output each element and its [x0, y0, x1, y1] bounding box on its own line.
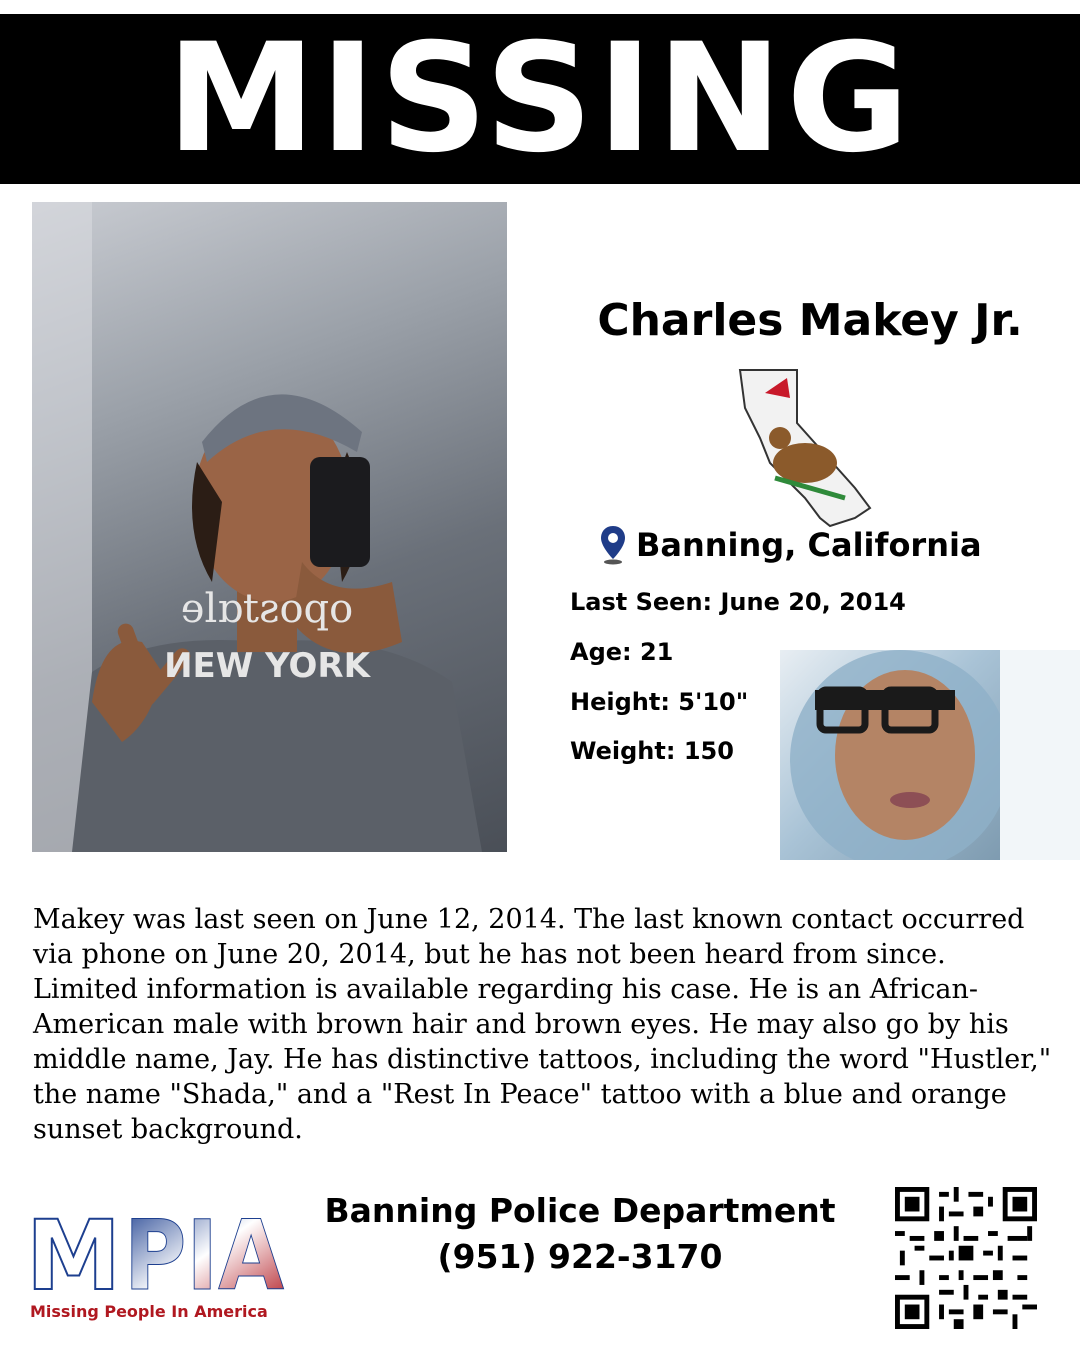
person-name: Charles Makey Jr.	[597, 295, 1023, 346]
california-flag-map-icon	[735, 368, 875, 528]
location-pin-icon	[600, 525, 626, 565]
location-text: Banning, California	[636, 526, 982, 564]
mpia-logo	[26, 1207, 286, 1327]
shirt-text-line1: ɘlɒtƨoqo	[180, 586, 354, 632]
last-seen: Last Seen: June 20, 2014	[570, 588, 906, 616]
location	[600, 525, 982, 565]
mpia-logo-letters	[26, 1207, 286, 1295]
agency-phone[interactable]: (951) 922-3170	[437, 1237, 723, 1276]
main-photo-illustration	[32, 202, 507, 852]
logo-caption: Missing People In America	[30, 1302, 268, 1321]
secondary-photo	[780, 650, 1080, 860]
weight: Weight: 150	[570, 737, 734, 765]
banner-title: MISSING	[166, 12, 914, 186]
height: Height: 5'10"	[570, 688, 749, 716]
qr-code-icon[interactable]	[895, 1187, 1037, 1329]
case-description: Makey was last seen on June 12, 2014. The last known contact occurred via phone on June 20, 2014, but he has not been heard from since. Limited information is available regarding his case. He is an African-American male with brown hair and brown eyes. He may also go by his middle name, Jay. He has distinctive tattoos, including the word "Hustler," the name "Shada," and a "Rest In Peace" tattoo with a blue and orange sunset background.	[33, 904, 1052, 1145]
svg-text:PIA: PIA	[124, 1207, 284, 1295]
age: Age: 21	[570, 638, 674, 666]
main-photo	[32, 202, 507, 852]
agency-contact	[300, 1188, 860, 1280]
svg-text:M: M	[26, 1207, 121, 1295]
secondary-photo-illustration	[780, 650, 1080, 860]
missing-banner	[0, 14, 1080, 184]
shirt-text-line2: ИEW YORK	[164, 646, 370, 686]
agency-name: Banning Police Department	[324, 1191, 836, 1230]
